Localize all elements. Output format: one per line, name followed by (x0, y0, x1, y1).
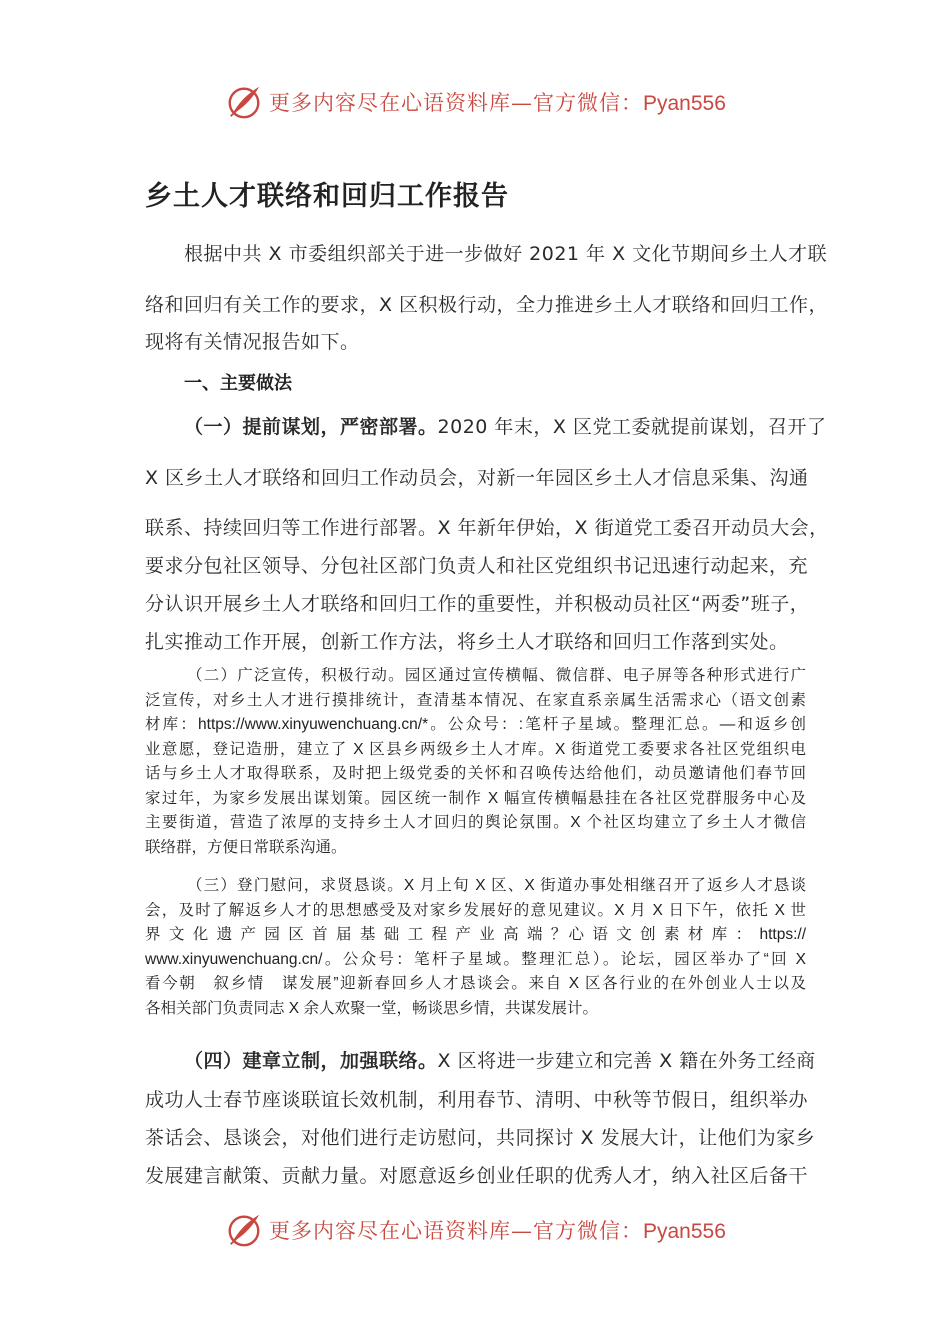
intro-line-1: 根据中共 X 市委组织部关于进一步做好 2021 年 X 文化节期间乡土人才联 (184, 243, 828, 265)
item1-line-4: 要求分包社区领导、分包社区部门负责人和社区党组织书记迅速行动起来，充 (145, 555, 809, 577)
watermark-text: 更多内容尽在心语资料库—官方微信：Pyan556 (269, 91, 726, 115)
item3-line: （三）登门慰问，求贤恳谈。X 月上旬 X 区、X 街道办事处相继召开了返乡人才恳谈 (187, 877, 806, 894)
item4-line-3: 茶话会、恳谈会，对他们进行走访慰问，共同探讨 X 发展大计，让他们为家乡 (145, 1127, 816, 1149)
item2-line: 家过年，为家乡发展出谋划策。园区统一制作 X 幅宣传横幅悬挂在各社区党群服务中心及 (145, 789, 806, 807)
item2-line: 业意愿，登记造册，建立了 X 区县乡两级乡土人才库。X 街道党工委要求各社区党组织电 (145, 740, 806, 758)
item4-lead: （四）建章立制，加强联络。 (184, 1050, 438, 1072)
intro-line-3: 现将有关情况报告如下。 (145, 331, 360, 353)
item2-paragraph (145, 664, 806, 860)
document-title: 乡土人才联络和回归工作报告 (145, 181, 509, 212)
item1-line-5: 分认识开展乡土人才联络和回归工作的重要性，并积极动员社区“两委”班子， (145, 593, 810, 615)
quill-pen-logo-icon (225, 83, 263, 121)
item3-line: 看今朝 叙乡情 谋发展”迎新春回乡人才恳谈会。来自 X 区各行业的在外创业人士以及 (145, 975, 806, 992)
item1-line-2: X 区乡土人才联络和回归工作动员会，对新一年园区乡土人才信息采集、沟通 (145, 467, 809, 489)
item2-line: 泛宣传，对乡土人才进行摸排统计，查清基本情况、在家直系亲属生活需求心（语文创素 (145, 691, 806, 709)
item3-line: www.xinyuwenchuang.cn/。公众号：笔杆子星域。整理汇总）。论坛，园区举办了“回 X (145, 950, 806, 968)
item3-paragraph (145, 874, 806, 1021)
wechat-id: Pyan556 (643, 92, 726, 115)
item2-line: 材库：https://www.xinyuwenchuang.cn/*。公众号：:笔杆子星域。整理汇总。—和返乡创 (145, 716, 806, 733)
watermark-text: 更多内容尽在心语资料库—官方微信：Pyan556 (269, 1219, 726, 1243)
item4-line-4: 发展建言献策、贡献力量。对愿意返乡创业任职的优秀人才，纳入社区后备干 (145, 1165, 809, 1187)
item4-line-1: （四）建章立制，加强联络。X 区将进一步建立和完善 X 籍在外务工经商 (184, 1050, 816, 1072)
item4-line-2: 成功人士春节座谈联谊长效机制，利用春节、清明、中秋等节假日，组织举办 (145, 1089, 809, 1111)
header-watermark (225, 82, 726, 122)
quill-pen-logo-icon (225, 1211, 263, 1249)
item1-line-3: 联系、持续回归等工作进行部署。X 年新年伊始，X 街道党工委召开动员大会， (145, 517, 829, 539)
item1-line-1: （一）提前谋划，严密部署。2020 年末，X 区党工委就提前谋划，召开了 (184, 416, 827, 438)
wechat-id: Pyan556 (643, 1220, 726, 1243)
item2-line: 联络群，方便日常联系沟通。 (145, 838, 347, 856)
item1-lead: （一）提前谋划，严密部署。 (184, 416, 438, 438)
section-heading: 一、主要做法 (184, 373, 292, 394)
item3-line: 界 文 化 遗 产 园 区 首 届 基 础 工 程 产 业 高 端 ？心 语 文 创 素 材 库 ： https:// (145, 926, 806, 943)
item2-line: 主要街道，营造了浓厚的支持乡土人才回归的舆论氛围。X 个社区均建立了乡土人才微信 (145, 814, 806, 831)
item3-line: 会，及时了解返乡人才的思想感受及对家乡发展好的意见建议。X 月 X 日下午，依托 X 世 (145, 901, 806, 919)
item2-line: （二）广泛宣传，积极行动。园区通过宣传横幅、微信群、电子屏等各种形式进行广 (187, 667, 806, 684)
item3-line: 各相关部门负责同志 X 余人欢聚一堂，畅谈思乡情，共谋发展计。 (145, 999, 598, 1017)
item1-line-6: 扎实推动工作开展，创新工作方法，将乡土人才联络和回归工作落到实处。 (145, 631, 789, 653)
intro-line-2: 络和回归有关工作的要求，X 区积极行动，全力推进乡土人才联络和回归工作， (145, 294, 829, 316)
footer-watermark (225, 1210, 726, 1250)
item2-line: 话与乡土人才取得联系，及时把上级党委的关怀和召唤传达给他们，动员邀请他们春节回 (145, 765, 806, 782)
